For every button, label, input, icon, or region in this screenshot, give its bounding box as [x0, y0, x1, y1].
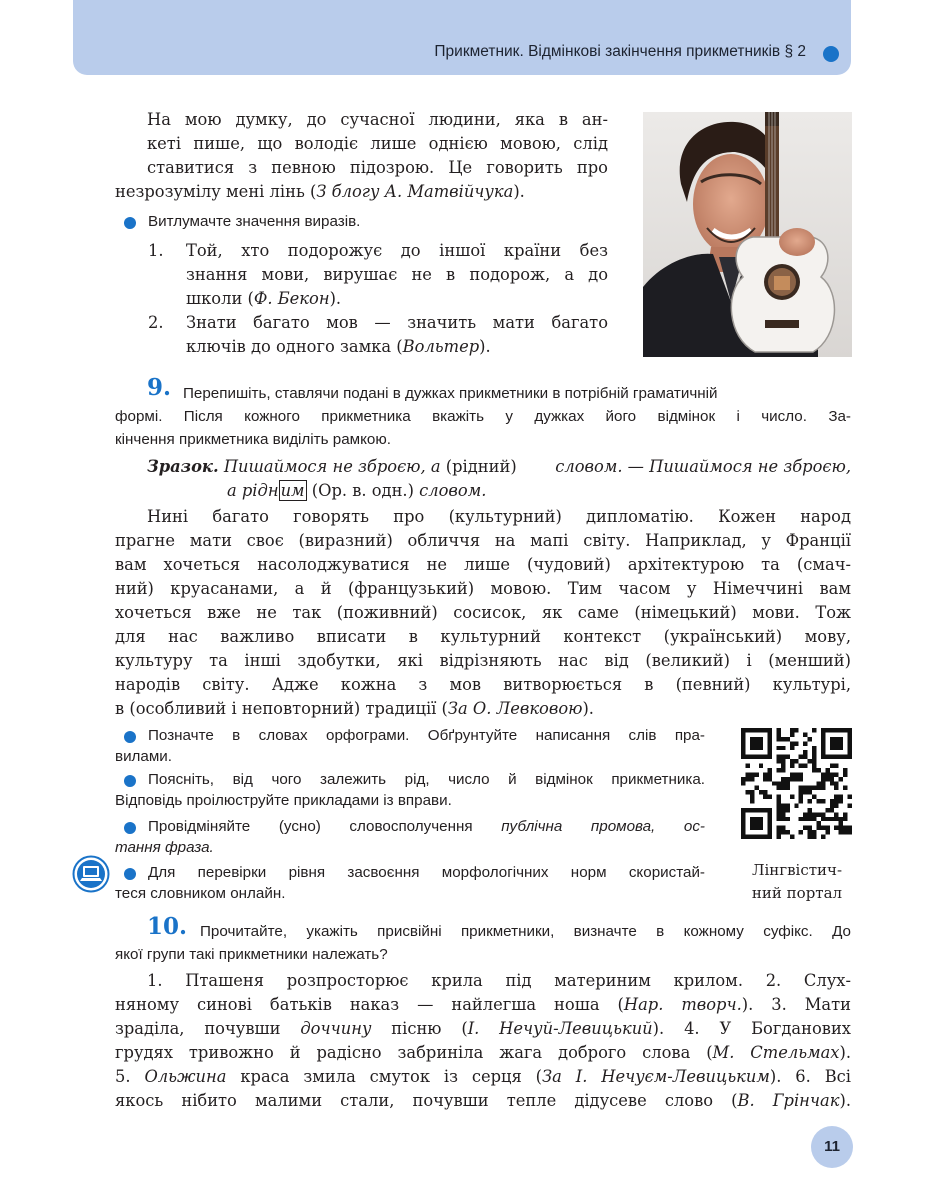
ex9-text-end: ).: [582, 699, 594, 718]
ex10-text-line: [115, 1089, 851, 1113]
exercise-9-number: 9.: [147, 374, 172, 401]
intro-line: кеті пише, що володіє лише однією мовою, слід: [147, 134, 608, 153]
sample-text: (рідний): [445, 457, 517, 476]
quote-text-end: ).: [329, 289, 342, 308]
sample-text: а рідн: [227, 481, 279, 500]
ex10-word: доччину: [300, 1019, 372, 1038]
quote-number: 2.: [148, 313, 164, 332]
ex9-text-line: для нас важливо вписати в культурний контекст (український) мову,: [115, 627, 851, 646]
ex10-text: зраділа, почувши: [115, 1019, 281, 1038]
subtask-line: вилами.: [115, 748, 173, 765]
sample-text: словом. — Пишаймося не зброєю,: [555, 457, 851, 476]
quote-text-end: ).: [479, 337, 491, 356]
ex9-text-line: вам хочеться насолоджуватися не лише (чудовий) архітектурою та (смач-: [115, 555, 851, 574]
ex9-line: кінчення прикметника виділіть рамкою.: [115, 431, 391, 448]
quote-author: Вольтер: [402, 337, 480, 356]
ex10-text: пісню (: [391, 1019, 468, 1038]
intro-line: ставитися з певною підозрою. Це говорить про: [147, 158, 608, 177]
bullet-icon: [124, 217, 136, 229]
subtask-phrase: тання фраза.: [115, 839, 214, 856]
ex9-line: Перепишіть, ставлячи подані в дужках прикметники в потрібній граматичній: [183, 385, 718, 402]
subtask-line: Для перевірки рівня засвоєння морфологічних норм скористай-: [148, 864, 705, 881]
ex10-text-line: [115, 993, 851, 1017]
quote-text: ключів до одного замка (: [186, 337, 403, 356]
ex9-text-line: хочеться вже не так (поживний) сосисок, як саме (німецький) мови. Тож: [115, 603, 851, 622]
quote-line: Той, хто подорожує до іншої країни без: [186, 241, 608, 260]
ex10-text-line: 1. Пташеня розпросторює крила під материним крилом. 2. Слух-: [147, 971, 851, 990]
subtask-orthograms: [115, 725, 705, 767]
quote-line: Знати багато мов — значить мати багато: [186, 313, 608, 332]
subtask-line: Відповідь проілюструйте прикладами із вправи.: [115, 792, 452, 809]
ex10-source: В. Грінчак: [737, 1091, 840, 1110]
quote-author: Ф. Бекон: [253, 289, 330, 308]
ex10-text-line: [115, 1041, 851, 1065]
ex10-text: ). 4. У Богданових: [652, 1019, 851, 1038]
ex10-text-line: [115, 1017, 851, 1041]
ex10-word: Ольжина: [144, 1067, 227, 1086]
ex10-task-line: Прочитайте, укажіть присвійні прикметники, визначте в кожному суфікс. До: [200, 923, 851, 940]
ex10-source: За І. Нечуєм-Левицьким: [542, 1067, 770, 1086]
page-header: [73, 0, 851, 75]
quote-number: 1.: [148, 241, 164, 260]
quote-item: [186, 239, 608, 311]
ex10-source: Нар. творч.: [623, 995, 742, 1014]
sample-text: (Ор. в. одн.): [311, 481, 414, 500]
intro-line: На мою думку, до сучасної людини, яка в ан-: [147, 110, 608, 129]
subtask-dictionary: [115, 862, 705, 904]
ex10-text: грудях тривожно й радісно забриніла жага доброго слова (: [115, 1043, 713, 1062]
sample-line-1: [147, 455, 851, 479]
header-title: Прикметник. Відмінкові закінчення прикметників § 2: [434, 43, 806, 60]
ex10-task-line: якої групи такі прикметники належать?: [115, 946, 388, 963]
page-number: 11: [811, 1126, 853, 1168]
ex9-line: формі. Після кожного прикметника вкажіть у дужках його відмінок і число. За-: [115, 408, 851, 425]
ex9-text-last-line: [115, 697, 851, 721]
sample-line-2: [227, 479, 486, 503]
subtask-text: Провідміняйте (усно) словосполучення: [148, 818, 473, 835]
ex9-text-line: народів світу. Адже кожна з мов витворюється в (певний) культурі,: [115, 675, 851, 694]
exercise-10-text: [115, 969, 851, 1113]
quotes-instruction: Витлумачте значення виразів.: [148, 213, 361, 230]
subtask-phrase: публічна промова, ос-: [501, 818, 705, 835]
subtask-decline: [115, 816, 705, 858]
subtask-line: Позначте в словах орфограми. Обґрунтуйте написання слів пра-: [148, 727, 705, 744]
intro-text: незрозумілу мені лінь (: [115, 182, 317, 201]
intro-source: З блогу А. Матвійчука: [316, 182, 514, 201]
ex9-text-line: Нині багато говорять про (культурний) дипломатію. Кожен народ: [147, 507, 851, 526]
ex10-text: якось нібито малими стали, почувши тепле дідусеве слово (: [115, 1091, 738, 1110]
ex10-text: 5.: [115, 1067, 131, 1086]
exercise-10-number: 10.: [147, 913, 188, 940]
ex9-text: в (особливий і неповторний) традиції (: [115, 699, 448, 718]
subtask-gender-number: [115, 769, 705, 811]
intro-paragraph: [147, 108, 608, 180]
ex10-text: ).: [839, 1043, 851, 1062]
subtask-line: теся словником онлайн.: [115, 885, 286, 902]
quote-last-line: [186, 287, 608, 311]
sample-ending-box: им: [280, 481, 305, 500]
ex9-source: За О. Левковою: [447, 699, 583, 718]
ex9-text-line: культуру та інші здобутки, які відрізняють нас від (великий) і (менший): [115, 651, 851, 670]
quote-line: знання мови, вирушає не в подорож, а до: [186, 265, 608, 284]
guitarist-photo: [643, 112, 852, 357]
qr-caption-line: Лінгвістич-: [751, 861, 843, 879]
ex10-source: І. Нечуй-Левицький: [467, 1019, 653, 1038]
quote-last-line: [186, 335, 608, 359]
ex9-text-line: прагне мати своє (виразний) обличчя на мапі світу. Наприклад, у Франції: [115, 531, 851, 550]
ex10-text: няному синові батьків наказ — найлегша ноша (: [115, 995, 624, 1014]
ex10-text: краса змила смуток із серця (: [240, 1067, 543, 1086]
exercise-9-text: [115, 505, 851, 721]
sample-text: словом.: [419, 481, 487, 500]
sample-text: Пишаймося не зброєю, а: [223, 457, 441, 476]
qr-caption-line: ний портал: [751, 884, 843, 902]
ex10-text-line: [115, 1065, 851, 1089]
subtask-line: [115, 837, 705, 858]
subtask-line: Поясніть, від чого залежить рід, число й відмінок прикметника.: [148, 771, 705, 788]
intro-last-line: [115, 180, 615, 204]
quote-item: [186, 311, 608, 359]
ex9-text-line: ний) круасанами, а й (французький) мовою. Тим часом у Німеччині вам: [115, 579, 851, 598]
qr-caption: [745, 859, 849, 905]
sample-label: Зразок.: [147, 457, 219, 476]
ex10-text: ). 3. Мати: [741, 995, 851, 1014]
exercise-9-task: [115, 383, 851, 404]
ex10-text: ).: [839, 1091, 851, 1110]
header-dot-icon: [823, 46, 839, 62]
quote-text: школи (: [186, 289, 254, 308]
qr-code[interactable]: [741, 728, 852, 839]
ex10-source: М. Стельмах: [712, 1043, 840, 1062]
computer-icon: [72, 855, 110, 893]
subtask-line: [115, 816, 705, 837]
ex10-text: ). 6. Всі: [769, 1067, 852, 1086]
intro-text-end: ).: [513, 182, 525, 201]
